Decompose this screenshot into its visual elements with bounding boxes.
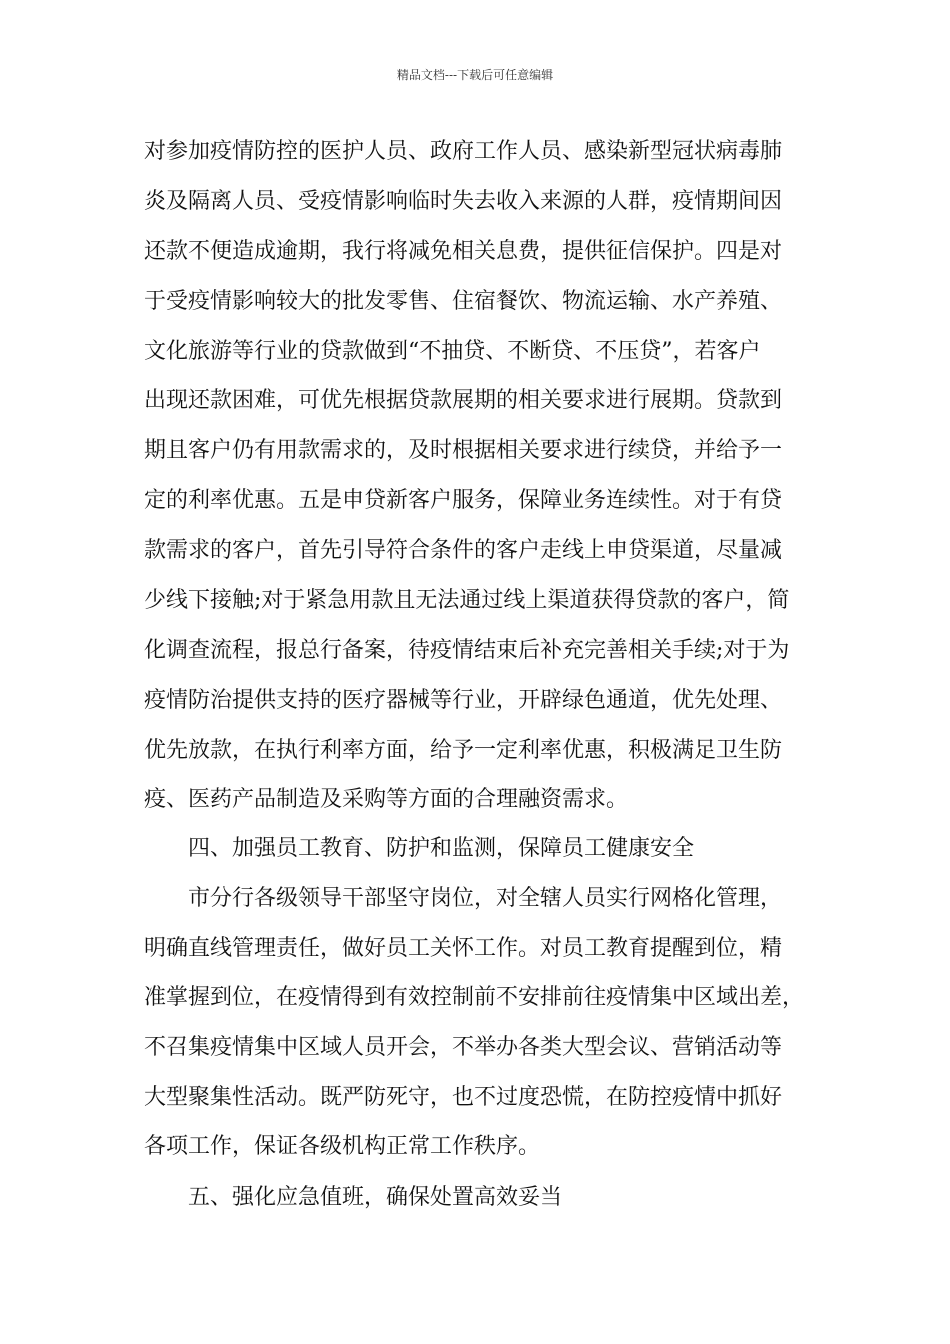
- section-heading: 五、强化应急值班，确保处置高效妥当: [188, 1185, 563, 1210]
- text-line: 各项工作，保证各级机构正常工作秩序。: [144, 1134, 541, 1159]
- text-line: 疫情防治提供支持的医疗器械等行业，开辟绿色通道，优先处理、: [144, 688, 783, 713]
- text-line: 炎及隔离人员、受疫情影响临时失去收入来源的人群，疫情期间因: [144, 189, 783, 214]
- text-line: 对参加疫情防控的医护人员、政府工作人员、感染新型冠状病毒肺: [144, 139, 783, 164]
- text-line: 明确直线管理责任，做好员工关怀工作。对员工教育提醒到位，精: [144, 936, 783, 961]
- text-line: 疫、医药产品制造及采购等方面的合理融资需求。: [144, 787, 629, 812]
- text-line: 市分行各级领导干部坚守岗位，对全辖人员实行网格化管理，: [188, 886, 783, 911]
- text-line: 定的利率优惠。五是申贷新客户服务，保障业务连续性。对于有贷: [144, 488, 783, 513]
- text-line: 文化旅游等行业的贷款做到“不抽贷、不断贷、不压贷”，若客户: [144, 339, 761, 364]
- text-line: 于受疫情影响较大的批发零售、住宿餐饮、物流运输、水产养殖、: [144, 289, 783, 314]
- text-line: 化调查流程，报总行备案，待疫情结束后补充完善相关手续;对于为: [144, 638, 790, 663]
- page-header: 精品文档---下载后可任意编辑: [396, 68, 554, 82]
- text-line: 款需求的客户，首先引导符合条件的客户走线上申贷渠道，尽量减: [144, 538, 783, 563]
- text-line: 优先放款，在执行利率方面，给予一定利率优惠，积极满足卫生防: [144, 738, 783, 763]
- text-line: 准掌握到位，在疫情得到有效控制前不安排前往疫情集中区域出差，: [144, 985, 805, 1010]
- text-line: 期且客户仍有用款需求的，及时根据相关要求进行续贷，并给予一: [144, 438, 783, 463]
- section-heading: 四、加强员工教育、防护和监测，保障员工健康安全: [188, 836, 695, 861]
- text-line: 大型聚集性活动。既严防死守，也不过度恐慌，在防控疫情中抓好: [144, 1085, 783, 1110]
- text-line: 出现还款困难，可优先根据贷款展期的相关要求进行展期。贷款到: [144, 388, 783, 413]
- text-line: 少线下接触;对于紧急用款且无法通过线上渠道获得贷款的客户，简: [144, 588, 790, 613]
- text-line: 不召集疫情集中区域人员开会，不举办各类大型会议、营销活动等: [144, 1035, 783, 1060]
- text-line: 还款不便造成逾期，我行将减免相关息费，提供征信保护。四是对: [144, 239, 783, 264]
